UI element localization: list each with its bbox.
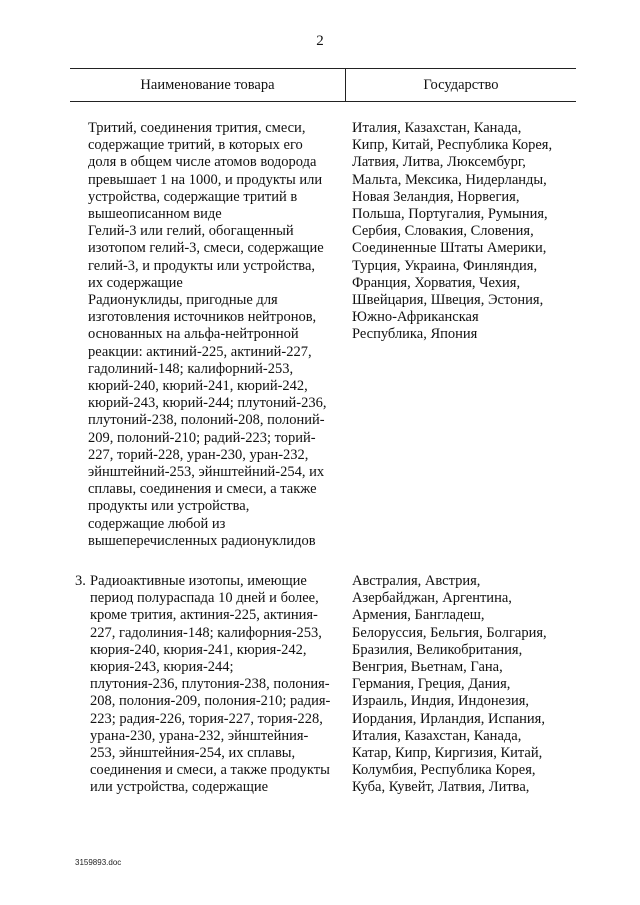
item-3-goods-text: Радиоактивные изотопы, имеющие период полураспада 10 дней и более, кроме трития, актиния-225, актиния- 227, гадолиния-148; калифорния-253, кюрия-240, кюрия-241, кюрия-242, кюрия-243, кюрия-244; плутония-236, плутония-238, полония- 208, полония-209, полония-210; радия- 223; радия-226, тория-227, тория-228, урана-230, урана-232, эйнштейния- 253, эйнштейния-254, их сплавы, соединения и смеси, а также продукты или устройства, содержащие [90, 573, 331, 796]
item-1-goods-text: Тритий, соединения трития, смеси, содержащие тритий, в которых его доля в общем числе атомов водорода превышает 1 на 1000, и продукты или устройства, содержащие тритий в вышеописанном виде Гелий-3 или гелий, обогащенный изотопом гелий-3, смеси, содержащие гелий-3, и продукты или устройства, их содержащие Радионуклиды, пригодные для изготовления источников нейтронов, основанных на альфа-нейтронной реакции: актиний-225, актиний-227, гадолиний-148; калифорний-253, кюрий-240, кюрий-241, кюрий-242, кюрий-243, кюрий-244; плутоний-236, плутоний-238, полоний-208, полоний- 209, полоний-210; радий-223; торий- 227, торий-228, уран-230, уран-232, эйнштейний-253, эйнштейний-254, их сплавы, соединения и смеси, а также продукты или устройства, содержащие любой из вышеперечисленных радионуклидов [88, 120, 327, 549]
column-header-state: Государство [423, 77, 499, 93]
page-number: 2 [316, 33, 324, 49]
table-header-bottom-rule [70, 101, 576, 102]
table-header-top-rule [70, 68, 576, 69]
item-3-states-text: Австралия, Австрия, Азербайджан, Аргентина, Армения, Бангладеш, Белоруссия, Бельгия, Болгария, Бразилия, Великобритания, Венгрия, Вьетнам, Гана, Германия, Греция, Дания, Израиль, Индия, Индонезия, Иордания, Ирландия, Испания, Италия, Казахстан, Канада, Катар, Кипр, Киргизия, Китай, Колумбия, Республика Корея, Куба, Кувейт, Латвия, Литва, [352, 573, 547, 796]
item-3-number: 3. [75, 573, 86, 589]
item-1-states-text: Италия, Казахстан, Канада, Кипр, Китай, Республика Корея, Латвия, Литва, Люксембург, Мальта, Мексика, Нидерланды, Новая Зеландия, Норвегия, Польша, Португалия, Румыния, Сербия, Словакия, Словения, Соединенные Штаты Америки, Турция, Украина, Финляндия, Франция, Хорватия, Чехия, Швейцария, Швеция, Эстония, Южно-Африканская Республика, Япония [352, 120, 553, 343]
footer-filename: 3159893.doc [75, 858, 122, 867]
column-header-goods: Наименование товара [140, 77, 275, 93]
